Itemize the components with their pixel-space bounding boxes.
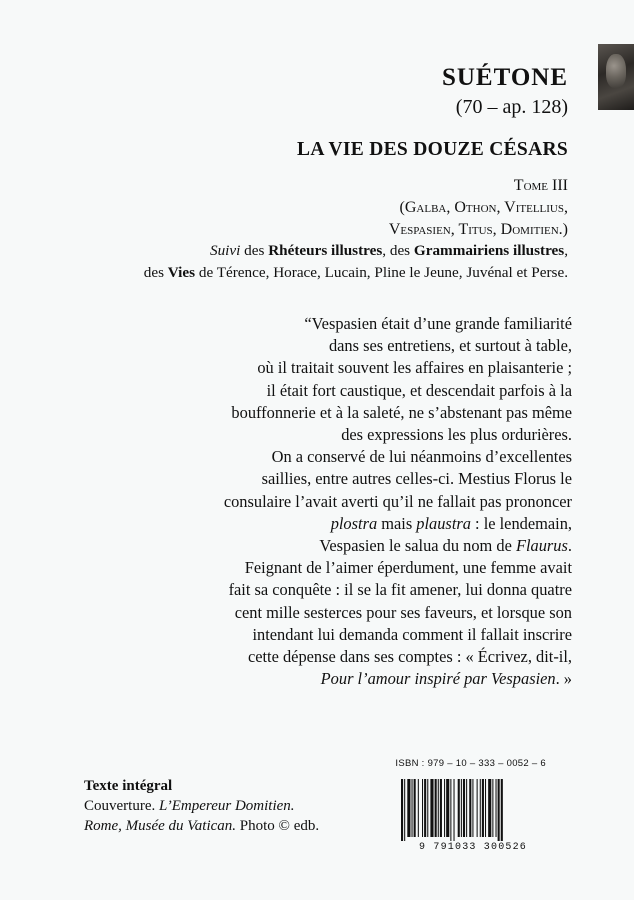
quote-line: consulaire l’avait averti qu’il ne fallait pas prononcer [223, 491, 572, 511]
barcode-bar [435, 779, 437, 837]
text-run: : le lendemain, [470, 513, 572, 533]
credits [84, 776, 319, 836]
barcode-bar [446, 779, 449, 837]
quote-line: cette dépense dans ses comptes : « Écrivez, dit-il, [247, 647, 572, 667]
barcode-bar [485, 779, 486, 837]
quote-line [112, 668, 572, 690]
barcode-bar [412, 779, 413, 837]
quote-line: il était fort caustique, et descendait parfois à la [266, 380, 572, 400]
quote-line: fait sa conquête : il se la fit amener, lui donna quatre [228, 580, 572, 600]
barcode-bar [482, 779, 484, 837]
barcode-bar [424, 779, 426, 837]
barcode-bar [407, 779, 410, 837]
photo-credit: Photo © edb. [236, 818, 320, 834]
quote-line: des expressions les plus ordurières. [341, 425, 572, 445]
header [442, 62, 568, 120]
barcode-bar [501, 779, 503, 841]
rheteurs-title: Rhéteurs illustres [268, 242, 383, 259]
barcode-bar [498, 779, 500, 841]
quote-line [112, 535, 572, 557]
barcode-bar [496, 779, 497, 837]
barcode-bar [414, 779, 416, 837]
quote-line: saillies, entre autres celles-ci. Mestius Florus le [261, 469, 572, 489]
text-run: mais [377, 513, 417, 533]
text-run: Vespasien le salua du nom de [319, 536, 516, 556]
text-run: . » [555, 669, 572, 689]
barcode-bar [488, 779, 491, 837]
cover-credit-line [84, 816, 319, 836]
barcode-bar [458, 779, 460, 837]
text-run: plaustra [416, 513, 471, 533]
vies-title: Vies [167, 264, 196, 281]
text-run: , des [382, 242, 414, 259]
text-run: de Térence, Horace, Lucain, Pline le Jeune, Juvénal et Perse. [195, 264, 568, 281]
barcode-bar [401, 779, 403, 841]
barcode-bar [480, 779, 481, 837]
quote-line: dans ses entretiens, et surtout à table, [328, 336, 572, 356]
cover-photo-edge [598, 44, 634, 110]
author-dates: (70 – ap. 128) [455, 96, 568, 118]
barcode-bar [430, 779, 433, 837]
barcode-bar [427, 779, 428, 837]
text-run: Pour l’amour inspiré par Vespasien [320, 669, 556, 689]
quote-line: cent mille sesterces pour ses faveurs, et lorsque son [234, 602, 572, 622]
book-title: LA VIE DES DOUZE CÉSARS [297, 139, 568, 160]
barcode-bar [454, 779, 455, 841]
volume-label: Tome III [513, 177, 568, 194]
quote-line [112, 513, 572, 535]
quote-line: où il traitait souvent les affaires en plaisanterie ; [257, 358, 572, 378]
isbn-number: ISBN : 979 – 10 – 333 – 0052 – 6 [395, 758, 546, 769]
barcode-bar [404, 779, 405, 841]
barcode [397, 779, 549, 851]
suivi-word: Suivi [209, 242, 241, 259]
grammairiens-title: Grammairiens illustres [413, 242, 565, 259]
quote-line: “Vespasien était d’une grande familiarité [304, 314, 572, 333]
barcode-bar [422, 779, 423, 837]
text-run: Couverture. [84, 798, 159, 814]
volume-info [389, 175, 568, 241]
excerpt-quote [112, 313, 572, 690]
barcode-digits: 9 791033 300526 [418, 842, 528, 851]
volume-contents-line: (Galba, Othon, Vitellius, [399, 199, 568, 216]
cover-artwork-title: L’Empereur Domitien. [158, 798, 295, 814]
barcode-bar [450, 779, 451, 841]
text-run: plostra [330, 513, 378, 533]
author-name: SUÉTONE [441, 64, 568, 91]
barcode-bar [440, 779, 442, 837]
barcode-bar [418, 779, 419, 837]
edition-note: Texte intégral [84, 778, 173, 794]
quote-line: bouffonnerie et à la saleté, ne s’abstenant pas même [231, 402, 572, 422]
barcode-bar [477, 779, 478, 837]
text-run: des [240, 242, 269, 259]
text-run: Flaurus [515, 536, 568, 556]
volume-contents-line: Vespasien, Titus, Domitien.) [388, 221, 568, 238]
quote-line: Feignant de l’aimer éperdument, une femme avait [244, 558, 572, 578]
barcode-bar [466, 779, 467, 837]
text-run: . [567, 536, 572, 556]
quote-line: intendant lui demanda comment il fallait inscrire [252, 624, 572, 644]
text-run: des [143, 264, 168, 281]
barcode-bar [463, 779, 465, 837]
supplement-line-1 [144, 240, 568, 262]
barcode-bar [472, 779, 473, 837]
cover-credit-line [84, 796, 319, 816]
supplement-line-2 [144, 262, 568, 284]
barcode-bar [438, 779, 439, 837]
barcode-bar [444, 779, 445, 837]
supplement-list [144, 240, 568, 284]
barcode-bar [461, 779, 462, 837]
quote-line: On a conservé de lui néanmoins d’excellentes [271, 447, 572, 467]
barcode-bar [469, 779, 471, 837]
barcode-bar [492, 779, 493, 837]
artwork-location: Rome, Musée du Vatican. [84, 818, 237, 834]
text-run: , [564, 242, 568, 259]
